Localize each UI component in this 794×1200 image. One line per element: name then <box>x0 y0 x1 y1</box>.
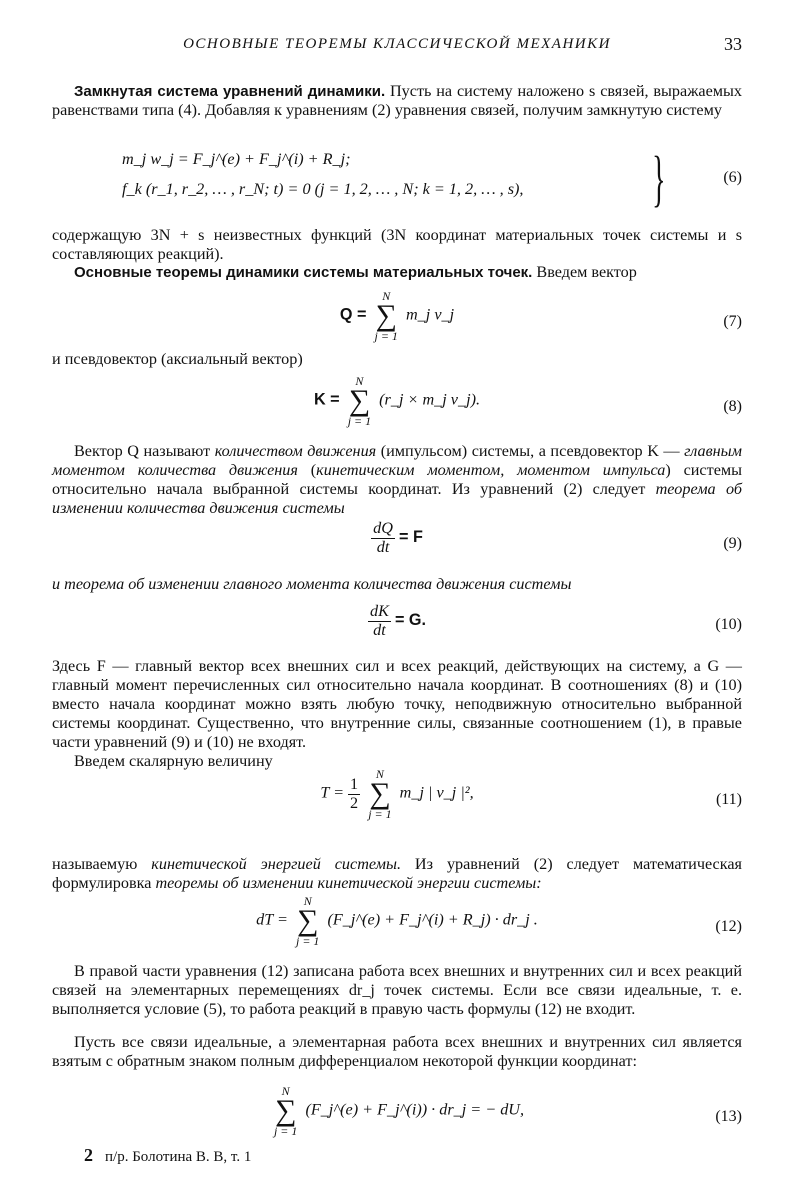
equation-9 <box>52 520 742 570</box>
equation-13 <box>52 1085 742 1145</box>
right-brace: } <box>652 145 666 213</box>
paragraph-main-theorems <box>52 263 742 282</box>
equation-lhs: T = <box>320 783 344 802</box>
equation-lhs: K = <box>313 390 340 409</box>
term-italic: главным моментом количества движения <box>52 442 742 479</box>
equation-number: (13) <box>715 1108 742 1125</box>
paragraph-text: Введем скалярную величину <box>74 752 273 770</box>
sum-lower-limit: j = 1 <box>368 807 392 821</box>
sum-lower-limit: j = 1 <box>295 934 320 948</box>
equation-8 <box>52 375 742 433</box>
heading-main-theorems: Основные теоремы динамики системы материальных точек. <box>74 264 533 281</box>
paragraph-momentum <box>52 442 742 518</box>
paragraph-text: и теорема об изменении главного момента количества движения системы <box>52 575 572 593</box>
heading-closed-system: Замкнутая система уравнений динамики. <box>74 83 386 100</box>
signature-mark: 2 <box>84 1145 93 1165</box>
fraction <box>371 520 395 557</box>
sum-lower-limit: j = 1 <box>273 1124 298 1138</box>
equation-rhs: m_j v_j <box>405 305 455 324</box>
paragraph-text: В правой части уравнения (12) записана работа всех внешних и внутренних сил и всех реакций связей на элементарных перемещениях dr_j точек системы. Если все связи идеальные, т. е. выполняется условие (5), то работа реакций в правую часть формулы (12) не входит. <box>52 962 742 1018</box>
equation-12 <box>52 895 742 957</box>
sum-symbol: N ∑ j = 1 <box>273 1084 298 1138</box>
equation-rhs: (F_j^(e) + F_j^(i)) · dr_j = − dU, <box>305 1100 525 1119</box>
equation-number: (8) <box>723 398 742 415</box>
fraction <box>368 603 391 640</box>
paragraph-text: Пусть на систему наложено s связей, выражаемых равенствами типа (4). Добавляя к уравнениям (2) уравнения связей, получим замкнутую систему <box>52 82 742 119</box>
equation-number: (7) <box>723 313 742 330</box>
paragraph-kinetic-energy <box>52 855 742 893</box>
equation-rhs: m_j | v_j |², <box>399 783 474 802</box>
paragraph-text: и псевдовектор (аксиальный вектор) <box>52 350 303 368</box>
numerator: dQ <box>373 519 393 537</box>
numerator: 1 <box>350 774 359 793</box>
text-run: ) системы относительно начала выбранной системы координат. Из уравнений (2) следует <box>52 461 742 498</box>
term-italic: теорема об изменении количества движения системы <box>52 480 742 517</box>
page-number: 33 <box>724 34 742 54</box>
sum-lower-limit: j = 1 <box>374 329 398 343</box>
sum-symbol: N ∑ j = 1 <box>368 767 392 821</box>
running-title: ОСНОВНЫЕ ТЕОРЕМЫ КЛАССИЧЕСКОЙ МЕХАНИКИ <box>183 36 611 52</box>
equation-rhs: = F <box>399 528 423 547</box>
equation-number: (6) <box>723 169 742 186</box>
paragraph-pseudovector <box>52 350 742 369</box>
term-italic: количеством движения <box>214 442 377 460</box>
sum-lower-limit: j = 1 <box>347 414 372 428</box>
equation-11 <box>52 768 742 838</box>
sum-upper-limit: N <box>375 767 384 781</box>
equation-6-line-2: f_k (r_1, r_2, … , r_N; t) = 0 (j = 1, 2, … , N; k = 1, 2, … , s), <box>122 180 524 198</box>
equation-10 <box>52 603 742 653</box>
denominator: dt <box>376 537 390 556</box>
text-run: Из уравнений (2) следует математическая формулировка <box>52 855 742 892</box>
text-run: называемую <box>52 855 152 873</box>
paragraph-ideal-constraints <box>52 1033 742 1071</box>
equation-number: (12) <box>715 918 742 935</box>
term-italic: кинетическим моментом, моментом импульса <box>316 461 666 479</box>
equation-lhs: Q = <box>339 305 367 324</box>
text-run: (импульсом) системы, а псевдовектор K — <box>376 442 685 460</box>
equation-lhs: dT = <box>256 910 288 929</box>
paragraph-unknowns <box>52 226 742 264</box>
sum-upper-limit: N <box>281 1084 290 1098</box>
footer <box>84 1145 251 1166</box>
paragraph-definitions <box>52 657 742 752</box>
paragraph-work <box>52 962 742 1019</box>
footer-text: п/р. Болотина В. В, т. 1 <box>105 1149 252 1165</box>
sum-symbol: N ∑ j = 1 <box>347 374 372 428</box>
paragraph-closed-system <box>52 82 742 120</box>
numerator: dK <box>370 602 389 620</box>
equation-number: (10) <box>715 616 742 633</box>
equation-rhs: (F_j^(e) + F_j^(i) + R_j) · dr_j . <box>327 910 538 929</box>
paragraph-text: Пусть все связи идеальные, а элементарная работа всех внешних и внутренних сил является взятым с обратным знаком полным дифференциалом некоторой функции координат: <box>52 1033 742 1070</box>
equation-6 <box>52 145 742 213</box>
equation-rhs: = G. <box>394 611 426 630</box>
sum-symbol: N ∑ j = 1 <box>374 289 398 343</box>
paragraph-angular-momentum-theorem <box>52 575 742 594</box>
term-italic: теоремы об изменении кинетической энергии системы: <box>155 874 542 892</box>
sum-symbol: N ∑ j = 1 <box>295 894 320 948</box>
paragraph-text: Здесь F — главный вектор всех внешних сил и всех реакций, действующих на систему, а G — главный момент перечисленных сил относительно начала координат. В соотношениях (8) и (10) вместо начала координат можно взять любую точку, неподвижную относительно выбранной системы координат. Существенно, что внутренние силы, связанные соотношением (1), в правые части уравнений (9) и (10) не входят. <box>52 657 742 751</box>
equation-rhs: (r_j × m_j v_j). <box>379 390 481 409</box>
text-run: ( <box>297 461 317 479</box>
text-run: Вектор Q называют <box>74 442 215 460</box>
sum-upper-limit: N <box>382 289 391 303</box>
denominator: 2 <box>350 793 359 812</box>
equation-7 <box>52 290 742 348</box>
term-italic: кинетической энергией системы. <box>151 855 402 873</box>
equation-number: (9) <box>723 535 742 552</box>
paragraph-text: содержащую 3N + s неизвестных функций (3N координат материальных точек системы и s составляющих реакций). <box>52 226 742 263</box>
sum-upper-limit: N <box>303 894 312 908</box>
fraction <box>348 776 360 813</box>
equation-number: (11) <box>715 791 742 808</box>
sum-upper-limit: N <box>355 374 364 388</box>
equation-6-line-1: m_j w_j = F_j^(e) + F_j^(i) + R_j; <box>122 150 351 168</box>
paragraph-text: Введем вектор <box>532 263 637 281</box>
denominator: dt <box>373 620 386 639</box>
